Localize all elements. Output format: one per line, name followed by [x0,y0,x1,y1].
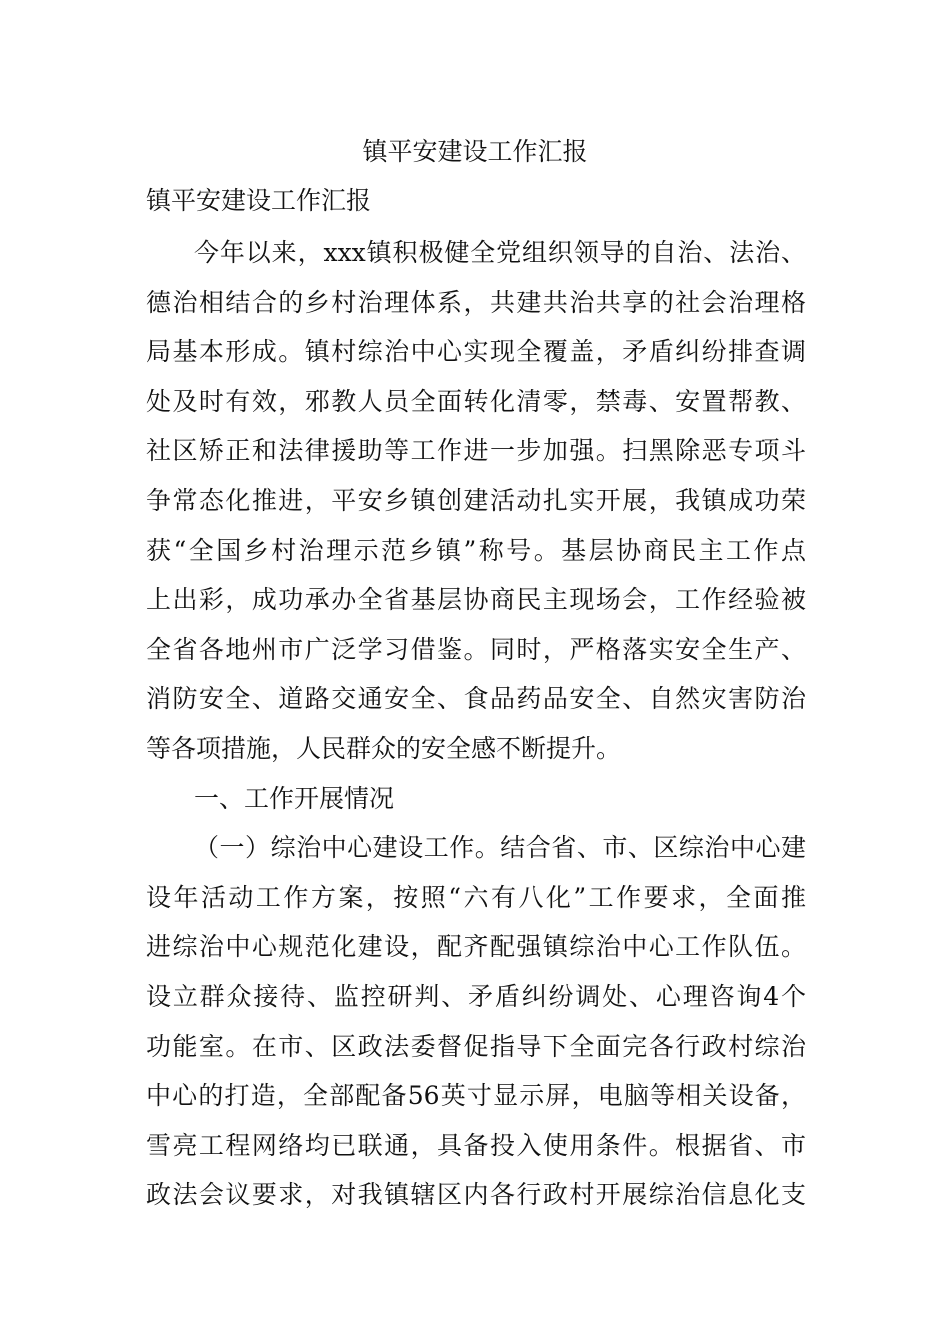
text-line: 政法会议要求，对我镇辖区内各行政村开展综治信息化支 [146,1180,806,1210]
document-subtitle: 镇平安建设工作汇报 [146,186,372,215]
text-line: 今年以来，xxx镇积极健全党组织领导的自治、法治、 [194,238,806,267]
text-line: 处及时有效，邪教人员全面转化清零，禁毒、安置帮教、 [146,386,806,416]
text-line: 设年活动工作方案，按照“六有八化”工作要求，全面推 [146,882,806,912]
text-line: 等各项措施，人民群众的安全感不断提升。 [146,733,622,763]
section-heading: 一、工作开展情况 [194,783,395,813]
text-line: 获“全国乡村治理示范乡镇”称号。基层协商民主工作点 [146,535,806,565]
text-line: 功能室。在市、区政法委督促指导下全面完各行政村综治 [146,1031,806,1061]
text-line: 消防安全、道路交通安全、食品药品安全、自然灾害防治 [146,684,806,714]
text-line: 进综治中心规范化建设，配齐配强镇综治中心工作队伍。 [146,932,806,962]
document-body [146,235,806,1227]
text-line: （一）综治中心建设工作。结合省、市、区综治中心建 [194,833,806,863]
text-line: 上出彩，成功承办全省基层协商民主现场会，工作经验被 [146,585,806,615]
text-line: 中心的打造，全部配备56英寸显示屏，电脑等相关设备， [146,1081,806,1111]
text-line: 雪亮工程网络均已联通，具备投入使用条件。根据省、市 [146,1130,806,1160]
text-line: 全省各地州市广泛学习借鉴。同时，严格落实安全生产、 [146,634,806,664]
text-line: 争常态化推进，平安乡镇创建活动扎实开展，我镇成功荣 [146,485,806,515]
document-title: 镇平安建设工作汇报 [362,137,588,166]
text-line: 德治相结合的乡村治理体系，共建共治共享的社会治理格 [146,287,806,317]
text-line: 局基本形成。镇村综治中心实现全覆盖，矛盾纠纷排查调 [146,337,806,367]
text-line: 社区矫正和法律援助等工作进一步加强。扫黑除恶专项斗 [146,436,806,466]
text-line: 设立群众接待、监控研判、矛盾纠纷调处、心理咨询4个 [146,981,806,1011]
